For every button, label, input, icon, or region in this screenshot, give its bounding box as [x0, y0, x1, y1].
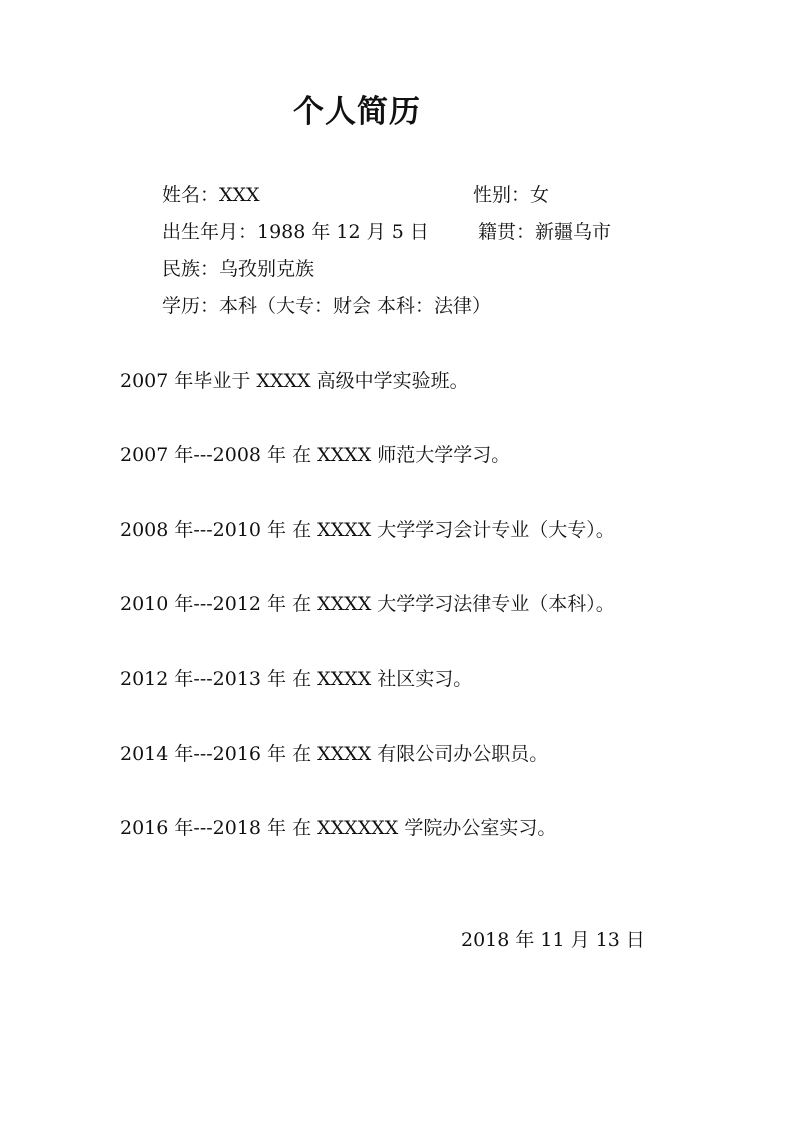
signature-date: 2018 年 11 月 13 日 [461, 929, 645, 951]
experience-entry: 2010 年---2012 年 在 XXXX 大学学习法律专业（本科）。 [120, 593, 615, 615]
page-title: 个人简历 [293, 94, 421, 130]
experience-entry: 2007 年毕业于 XXXX 高级中学实验班。 [120, 370, 469, 392]
education-field: 学历：本科（大专：财会 本科：法律） [162, 295, 492, 317]
ethnicity-field: 民族：乌孜别克族 [162, 258, 315, 280]
gender-field: 性别：女 [473, 184, 550, 206]
experience-entry: 2007 年---2008 年 在 XXXX 师范大学学习。 [120, 444, 511, 466]
name-field: 姓名：XXX [162, 184, 260, 206]
native-place-field: 籍贯：新疆乌市 [478, 221, 612, 243]
experience-entry: 2014 年---2016 年 在 XXXX 有限公司办公职员。 [120, 743, 549, 765]
experience-entry: 2008 年---2010 年 在 XXXX 大学学习会计专业（大专）。 [120, 519, 615, 541]
experience-entry: 2016 年---2018 年 在 XXXXXX 学院办公室实习。 [120, 817, 557, 839]
experience-entry: 2012 年---2013 年 在 XXXX 社区实习。 [120, 668, 473, 690]
birth-date-field: 出生年月：1988 年 12 月 5 日 [162, 221, 429, 243]
